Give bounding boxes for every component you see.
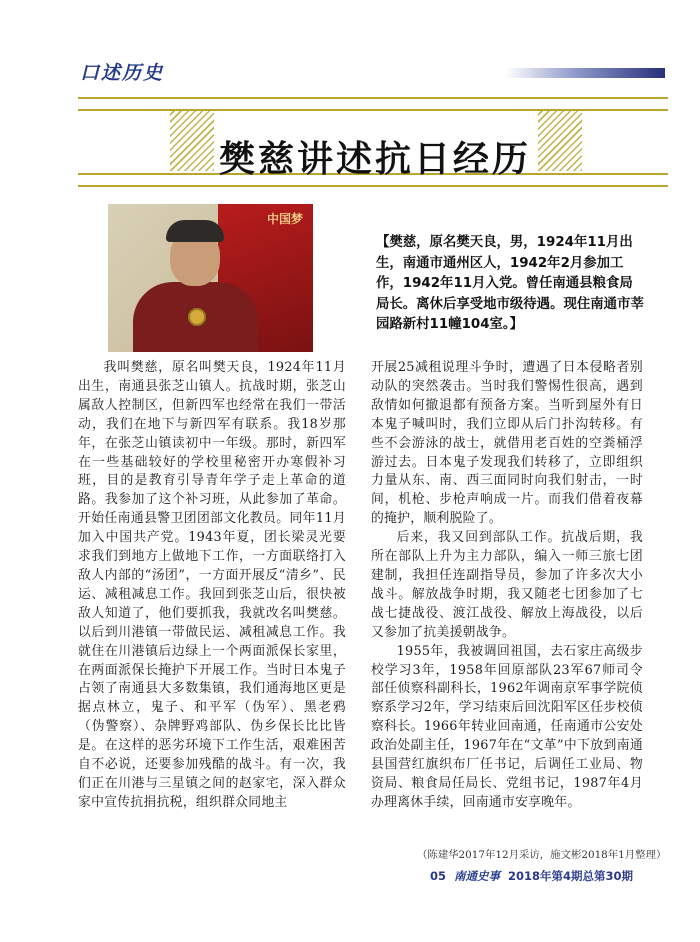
page-number: 05 — [430, 869, 447, 883]
article-title: 樊慈讲述抗日经历 — [218, 139, 531, 180]
magazine-name: 南通史事 — [454, 869, 501, 883]
right-paragraph-3: 1955年，我被调回祖国，去石家庄高级步校学习3年，1958年回原部队23军67师司令部任侦察科副科长，1962年调南京军事学院侦察系学习2年，学习结束后回沈阳军区任步校侦察科长。1966年转业回南通，任南通市公安处政治处副主任，1967年在“文革”中下放到南通县国营红旗织布厂任书记，后调任工业局、物资局、粮食局任局长、党组书记，1987年4月办理离休手续，回南通市安享晚年。 — [371, 643, 643, 810]
title-band — [78, 97, 668, 197]
medal-icon — [188, 308, 206, 326]
photo-man-cap — [166, 220, 224, 242]
interview-credit: （陈建华2017年12月采访，施文彬2018年1月整理） — [417, 849, 667, 861]
left-column — [78, 359, 346, 813]
right-column — [371, 359, 643, 813]
right-paragraph-2: 后来，我又回到部队工作。抗战后期，我所在部队上升为主力部队，编入一师三旅七团建制，我担任连副指导员，参加了许多次大小战斗。解放战争时期，我又随老七团参加了七战七捷战役、渡江战役、解放上海战役，以后又参加了抗美援朝战争。 — [371, 530, 643, 640]
right-paragraph-1: 开展25减租说理斗争时，遭遇了日本侵略者别动队的突然袭击。当时我们警惕性很高，遇到敌情如何撤退都有预备方案。当听到屋外有日本鬼子喊叫时，我们立即从后门扑沟转移。有些不会游泳的战士，就借用老百姓的空粪桶浮游过去。日本鬼子发现我们转移了，立即组织力量从东、南、西三面同时向我们射击，一时间，机枪、步枪声响成一片。而我们借着夜幕的掩护，顺利脱险了。 — [371, 360, 643, 527]
title-rule-top — [78, 97, 668, 99]
bio-box: 【樊慈，原名樊天良，男，1924年11月出生，南通市通州区人，1942年2月参加工作，1942年11月入党。曾任南通县粮食局局长。离休后享受地市级待遇。现住南通市莘园路新村11幢104室。】 — [376, 235, 644, 332]
footer — [430, 868, 633, 884]
section-label: 口述历史 — [80, 62, 165, 84]
header-gradient-bar — [505, 68, 665, 78]
portrait-photo — [108, 204, 313, 352]
title-rule-bottom — [78, 185, 668, 187]
photo-poster-text: 中国梦 — [266, 212, 303, 226]
left-paragraph-1: 我叫樊慈，原名叫樊天良，1924年11月出生，南通县张芝山镇人。抗战时期，张芝山属敌人控制区，但新四军也经常在我们一带活动，我们在地下与新四军有联系。我18岁那年，在张芝山镇读初中一年级。那时，新四军在一些基础较好的学校里秘密开办寒假补习班，目的是教育引导青年学子走上革命的道路。我参加了这个补习班，从此参加了革命。开始任南通县警卫团团部文化教员。同年11月加入中国共产党。1943年夏，团长梁灵光要求我们到地方上做地下工作，一方面联络打入敌人内部的“汤团”，一方面开展反“清乡”、民运、减租减息工作。我回到张芝山后，很快被敌人知道了，他们要抓我，我就改名叫樊慈。以后到川港镇一带做民运、减租减息工作。我就住在川港镇后边绿上一个两面派保长家里，在两面派保长掩护下开展工作。当时日本鬼子占领了南通县大多数集镇，我们通海地区更是据点林立，鬼子、和平军（伪军）、黑老鸦（伪警察）、杂牌野鸡部队、伪乡保长比比皆是。在这样的恶劣环境下工作生活，艰难困苦自不必说，还要参加残酷的战斗。有一次，我们正在川港与三星镇之间的赵家宅，深入群众家中宣传抗捐抗税，组织群众同地主 — [78, 360, 346, 810]
issue-info: 2018年第4期总第30期 — [508, 869, 634, 883]
